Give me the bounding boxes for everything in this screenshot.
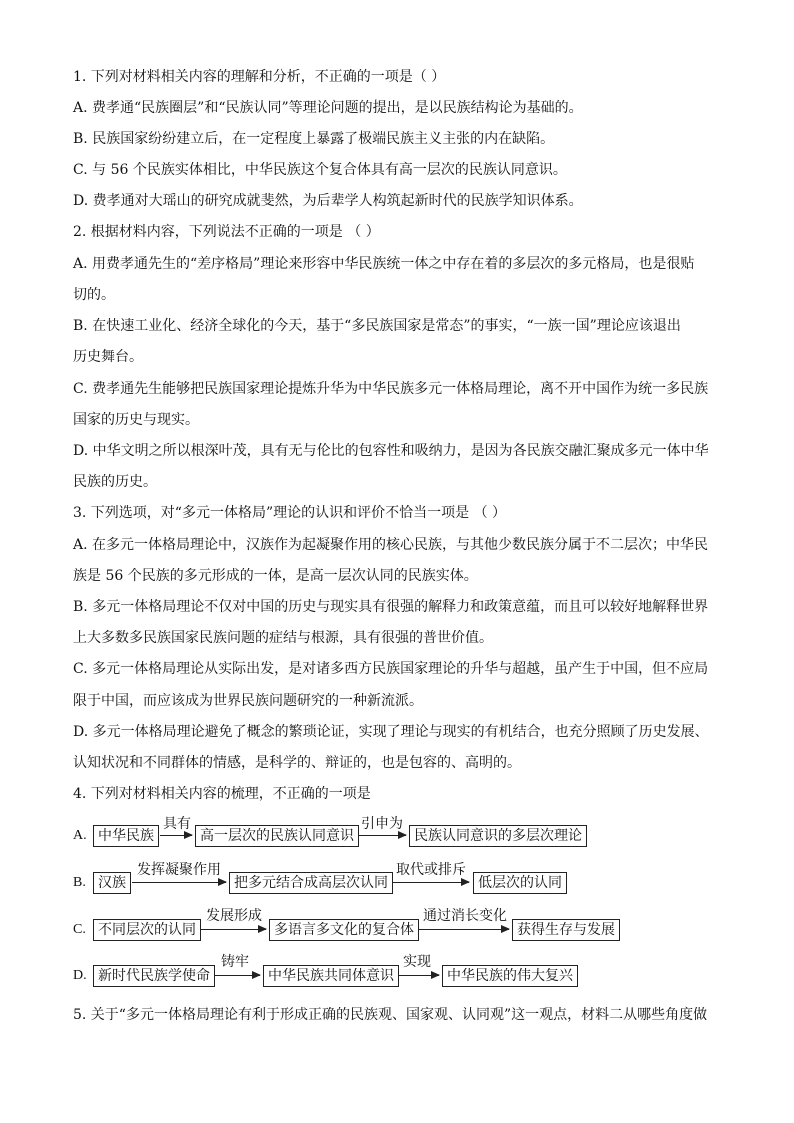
q2-option-b-line2: 历史舞台。 (73, 349, 143, 365)
q2-option-a-line1: A. 用费孝通先生的“差序格局”理论来形容中华民族统一体之中存在着的多层次的多元格局，也是很贴 (73, 256, 695, 272)
q4-c-arrow-1 (201, 929, 266, 930)
q4-d-arrow-2 (398, 975, 439, 976)
q4-b-arrow-1 (132, 882, 226, 883)
q4-option-b-letter: B. (73, 875, 86, 890)
q4-d-box-1: 新时代民族学使命 (93, 965, 215, 987)
q4-b-box-3: 低层次的认同 (473, 872, 567, 894)
q4-a-arrow-1-label: 具有 (163, 816, 191, 832)
q3-option-a-line1: A. 在多元一体格局理论中，汉族作为起凝聚作用的核心民族，与其他少数民族分属于不二层次；中华民 (73, 537, 709, 553)
q2-option-b-line1: B. 在快速工业化、经济全球化的今天，基于“多民族国家是常态”的事实，“一族一国”理论应该退出 (73, 318, 681, 334)
q2-option-c-line1: C. 费孝通先生能够把民族国家理论提炼升华为中华民族多元一体格局理论，离不开中国作为统一多民族 (73, 381, 709, 397)
q4-c-arrow-1-label: 发展形成 (206, 908, 262, 924)
q3-option-c-line2: 限于中国，而应该成为世界民族问题研究的一种新流派。 (73, 693, 423, 709)
q4-a-arrow-2 (358, 835, 406, 836)
question-3-stem: 3. 下列选项，对“多元一体格局”理论的认识和评价不恰当一项是 （ ） (73, 505, 507, 521)
q4-option-c-letter: C. (73, 922, 86, 937)
q2-option-d-line1: D. 中华文明之所以根深叶茂，具有无与伦比的包容性和吸纳力，是因为各民族交融汇聚成多元一体中华 (73, 443, 709, 459)
q4-d-box-3: 中华民族的伟大复兴 (442, 965, 578, 987)
q4-d-box-2: 中华民族共同体意识 (263, 965, 399, 987)
q4-c-arrow-2 (419, 929, 509, 930)
q4-c-arrow-2-label: 通过消长变化 (423, 908, 507, 924)
q4-a-arrow-2-label: 引申为 (361, 816, 403, 832)
q4-c-box-2: 多语言多文化的复合体 (269, 919, 419, 941)
q2-option-d-line2: 民族的历史。 (73, 474, 157, 490)
q1-option-c: C. 与 56 个民族实体相比，中华民族这个复合体具有高一层次的民族认同意识。 (73, 162, 567, 178)
q4-b-box-2: 把多元结合成高层次认同 (229, 872, 393, 894)
q1-option-d: D. 费孝通对大瑶山的研究成就斐然，为后辈学人构筑起新时代的民族学知识体系。 (73, 193, 583, 209)
q2-option-c-line2: 国家的历史与现实。 (73, 412, 199, 428)
question-4-stem: 4. 下列对材料相关内容的梳理，不正确的一项是 (73, 786, 371, 802)
q4-a-box-2: 高一层次的民族认同意识 (195, 825, 359, 847)
q4-b-arrow-2 (393, 882, 469, 883)
q3-option-b-line1: B. 多元一体格局理论不仅对中国的历史与现实具有很强的解释力和政策意蕴，而且可以较好地解释世界 (73, 599, 709, 615)
q4-d-arrow-1 (215, 975, 260, 976)
q1-option-a: A. 费孝通“民族圈层”和“民族认同”等理论问题的提出，是以民族结构论为基础的。 (73, 100, 583, 116)
q4-c-box-1: 不同层次的认同 (93, 919, 201, 941)
q2-option-a-line2: 切的。 (73, 287, 115, 303)
q1-option-b: B. 民族国家纷纷建立后，在一定程度上暴露了极端民族主义主张的内在缺陷。 (73, 131, 555, 147)
q4-a-arrow-1 (160, 835, 192, 836)
q4-option-d-letter: D. (73, 968, 87, 983)
q4-d-arrow-1-label: 铸牢 (221, 954, 249, 970)
q3-option-d-line1: D. 多元一体格局理论避免了概念的繁琐论证，实现了理论与现实的有机结合，也充分照顾了历史发展、 (73, 724, 709, 740)
q3-option-d-line2: 认知状况和不同群体的情感，是科学的、辩证的，也是包容的、高明的。 (73, 755, 521, 771)
q4-option-a-letter: A. (73, 828, 87, 843)
q3-option-c-line1: C. 多元一体格局理论从实际出发，是对诸多西方民族国家理论的升华与超越，虽产生于中国，但不应局 (73, 661, 709, 677)
q4-a-box-1: 中华民族 (93, 825, 159, 847)
q4-a-box-3: 民族认同意识的多层次理论 (409, 825, 587, 847)
question-1-stem: 1. 下列对材料相关内容的理解和分析，不正确的一项是（ ） (73, 69, 446, 85)
q4-c-box-3: 获得生存与发展 (512, 919, 620, 941)
question-2-stem: 2. 根据材料内容，下列说法不正确的一项是 （ ） (73, 224, 380, 240)
q4-d-arrow-2-label: 实现 (403, 954, 431, 970)
question-5-stem: 5. 关于“多元一体格局理论有利于形成正确的民族观、国家观、认同观”这一观点，材料二从哪些角度做 (73, 1007, 708, 1023)
q4-b-arrow-1-label: 发挥凝聚作用 (137, 862, 221, 878)
q4-b-arrow-2-label: 取代或排斥 (396, 862, 466, 878)
q3-option-a-line2: 族是 56 个民族的多元形成的一体，是高一层次认同的民族实体。 (73, 568, 478, 584)
q4-b-box-1: 汉族 (93, 872, 131, 894)
q3-option-b-line2: 上大多数多民族国家民族问题的症结与根源，具有很强的普世价值。 (73, 630, 493, 646)
